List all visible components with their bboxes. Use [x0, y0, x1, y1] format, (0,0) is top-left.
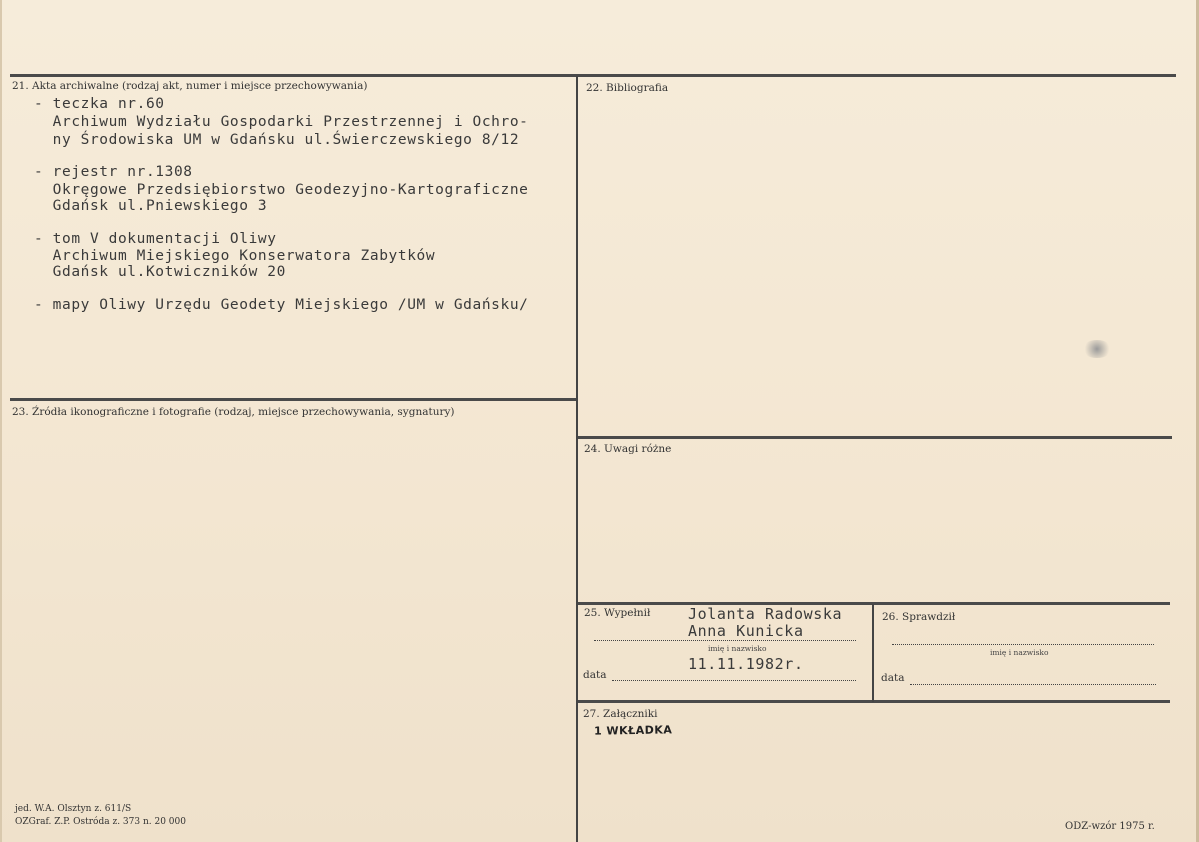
divider-25-26: [872, 604, 874, 702]
name-caption-26: imię i nazwisko: [990, 648, 1049, 657]
date-label-25: data: [583, 669, 607, 681]
date-line-26: [910, 684, 1156, 685]
date-label-26: data: [881, 672, 905, 684]
s21-line: - teczka nr.60: [34, 96, 165, 112]
s21-line: - mapy Oliwy Urzędu Geodety Miejskiego /UM w Gdańsku/: [34, 297, 529, 313]
name-caption: imię i nazwisko: [708, 644, 767, 653]
s21-line: Okręgowe Przedsiębiorstwo Geodezyjno-Kartograficzne: [34, 182, 529, 198]
footer-form-id: ODZ-wzór 1975 r.: [1065, 821, 1155, 832]
s21-line: Gdańsk ul.Kotwiczników 20: [34, 264, 286, 280]
filled-date: 11.11.1982r.: [688, 655, 804, 673]
name-line: [594, 640, 856, 641]
s21-line: - rejestr nr.1308: [34, 164, 193, 180]
name-line-26: [892, 644, 1154, 645]
s21-line: Archiwum Wydziału Gospodarki Przestrzennej i Ochro-: [34, 114, 529, 130]
rule-24-25: [578, 602, 1170, 605]
section-27-label: 27. Załączniki: [583, 708, 658, 720]
footer-print-info-2: OZGraf. Z.P. Ostróda z. 373 n. 20 000: [15, 817, 186, 827]
top-rule: [10, 74, 1176, 77]
filled-by-name-1: Jolanta Radowska: [688, 605, 843, 623]
rule-21-23: [10, 398, 576, 401]
footer-print-info-1: jed. W.A. Olsztyn z. 611/S: [15, 804, 132, 814]
ink-smudge: [1082, 340, 1112, 358]
section-21-label: 21. Akta archiwalne (rodzaj akt, numer i miejsce przechowywania): [12, 80, 368, 92]
section-23-label: 23. Źródła ikonograficzne i fotografie (rodzaj, miejsce przechowywania, sygnatury): [12, 406, 455, 418]
center-divider: [576, 76, 578, 842]
s21-line: - tom V dokumentacji Oliwy: [34, 231, 277, 247]
s21-line: Archiwum Miejskiego Konserwatora Zabytków: [34, 248, 436, 264]
section-25-label: 25. Wypełnił: [584, 607, 651, 619]
attachment-value: 1 WKŁADKA: [593, 723, 673, 738]
filled-by-name-2: Anna Kunicka: [688, 622, 804, 640]
date-line-25: [612, 680, 856, 681]
rule-25-27: [578, 700, 1170, 703]
s21-line: ny Środowiska UM w Gdańsku ul.Świerczewskiego 8/12: [34, 132, 520, 148]
section-24-label: 24. Uwagi różne: [584, 443, 672, 455]
rule-22-24: [578, 436, 1172, 439]
s21-line: Gdańsk ul.Pniewskiego 3: [34, 198, 268, 214]
section-22-label: 22. Bibliografia: [586, 82, 669, 94]
section-26-label: 26. Sprawdził: [882, 611, 956, 623]
